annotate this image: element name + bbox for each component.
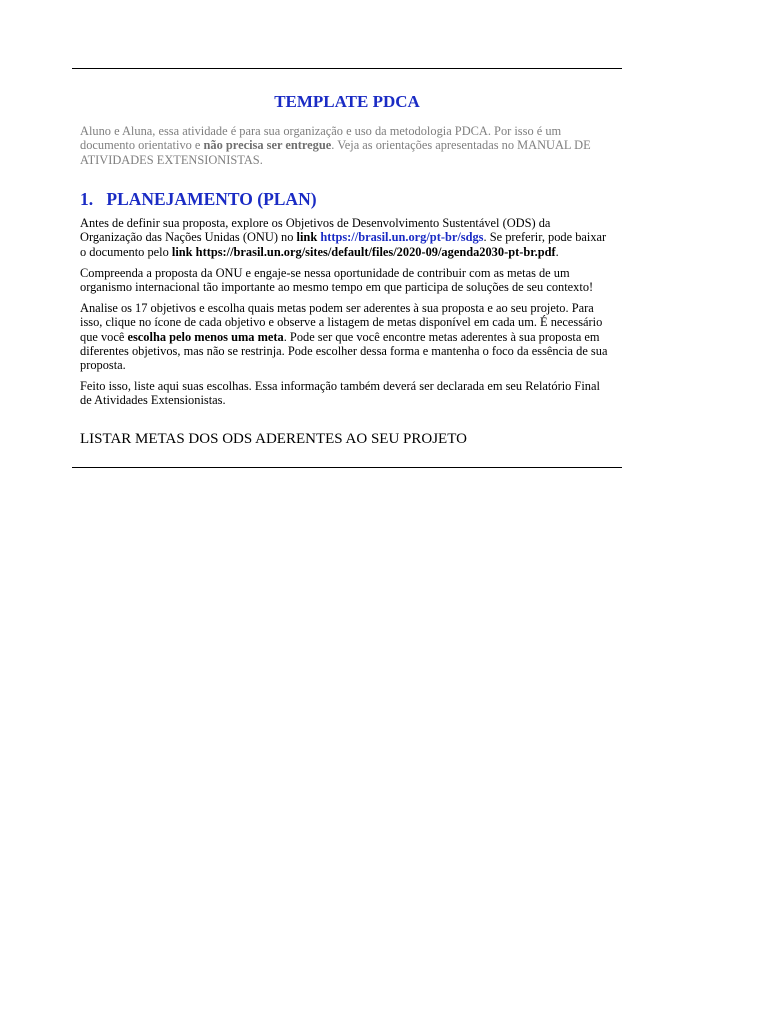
- intro-bold: não precisa ser entregue: [203, 138, 332, 153]
- agenda-pdf-link[interactable]: https://brasil.un.org/sites/default/files/2020-09/agenda2030-pt-br.pdf: [195, 244, 556, 259]
- para1-text3: .: [555, 244, 559, 259]
- section-heading-plan: [80, 188, 614, 210]
- paragraph-onu-proposal: Compreenda a proposta da ONU e engaje-se nessa oportunidade de contribuir com as metas de um organismo internacional tão importante ao mesmo tempo em que participa de soluções de seu contexto!: [80, 265, 594, 295]
- paragraph-ods-intro: [80, 216, 614, 259]
- section-number: 1.: [80, 189, 94, 210]
- para3-bold: escolha pelo menos uma meta: [127, 329, 284, 344]
- intro-note: [80, 124, 614, 167]
- intro-text-part1: Aluno e Aluna, essa atividade é para sua organização e uso da metodologia PDCA. Por isso é um documento orientativo e: [80, 124, 562, 153]
- para3-text1: Analise os 17 objetivos e escolha quais metas podem ser aderentes à sua proposta e ao seu projeto. Para isso, clique no ícone de cada objetivo e observe a listagem de metas disponível em cada um. É necessário que você: [80, 301, 603, 344]
- sdgs-link[interactable]: https://brasil.un.org/pt-br/sdgs: [320, 230, 484, 245]
- top-divider: [72, 68, 622, 69]
- paragraph-list-choices: Feito isso, liste aqui suas escolhas. Essa informação também deverá ser declarada em seu Relatório Final de Atividades Extensionistas.: [80, 379, 600, 408]
- intro-text-part2: . Veja as orientações apresentadas no MANUAL DE ATIVIDADES EXTENSIONISTAS.: [80, 138, 591, 167]
- document-page: [72, 68, 622, 468]
- bottom-divider: [72, 467, 622, 468]
- para1-link-word2: link: [171, 244, 193, 259]
- para1-text2: . Se preferir, pode baixar o documento pelo: [80, 230, 607, 259]
- section-heading-text: PLANEJAMENTO (PLAN): [106, 189, 317, 210]
- para1-link-word: link: [296, 230, 318, 245]
- paragraph-analyze-objectives: [80, 301, 614, 372]
- list-metas-title: LISTAR METAS DOS ODS ADERENTES AO SEU PROJETO: [80, 430, 467, 447]
- para1-text1: Antes de definir sua proposta, explore os Objetivos de Desenvolvimento Sustentável (ODS) da Organização das Nações Unidas (ONU) no: [80, 216, 551, 245]
- para3-text2: . Pode ser que você encontre metas aderentes à sua proposta em diferentes objetivos, mas não se restrinja. Pode escolher dessa forma e mantenha o foco da essência de sua proposta.: [80, 329, 608, 373]
- document-title: TEMPLATE PDCA: [274, 92, 420, 111]
